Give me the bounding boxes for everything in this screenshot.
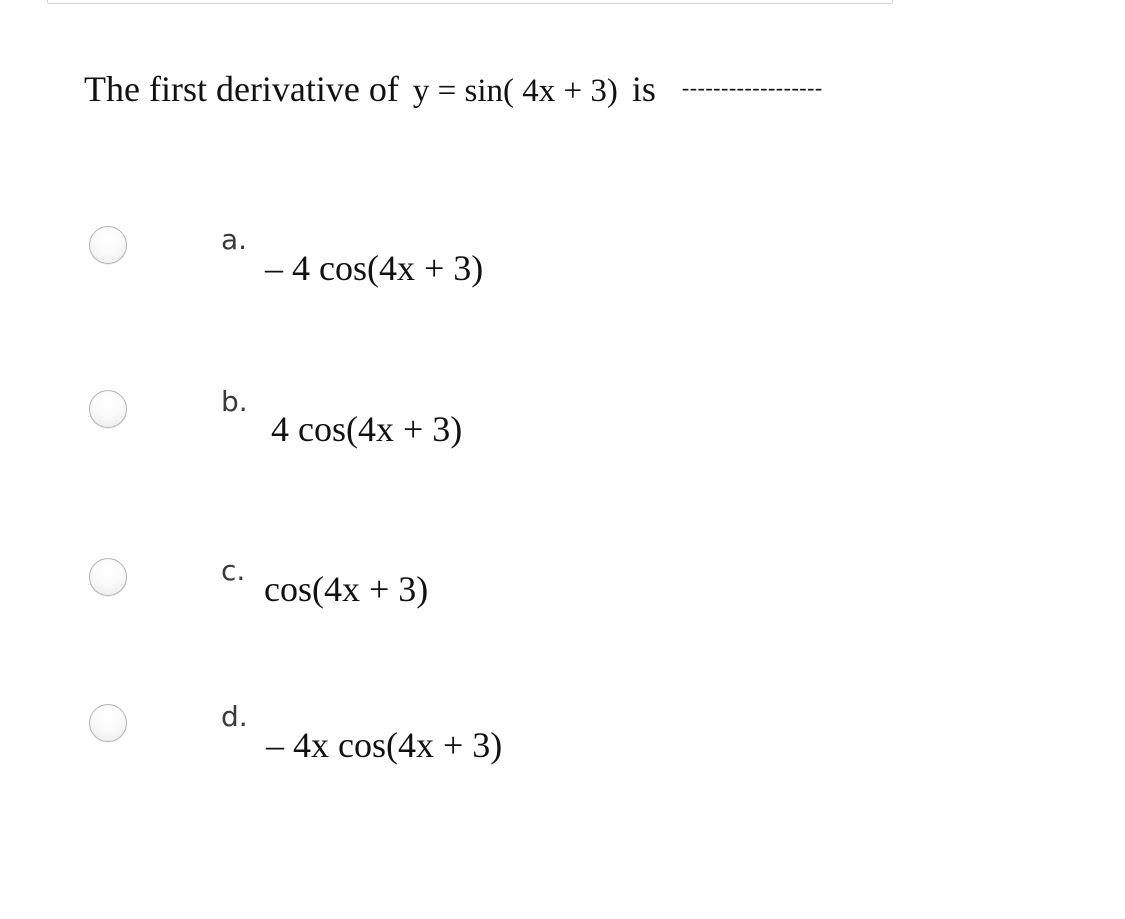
question-blank: ------------------ <box>681 75 823 100</box>
option-letter-c: c. <box>221 554 246 587</box>
option-c[interactable] <box>0 552 1125 622</box>
question-prefix: The first derivative of <box>84 69 399 109</box>
top-answer-box <box>47 0 893 4</box>
option-text-a: – 4 cos(4x + 3) <box>265 248 484 288</box>
question-formula: y = sin( 4x + 3) <box>412 73 618 109</box>
radio-button-a[interactable] <box>89 226 127 264</box>
option-letter-d: d. <box>221 700 248 733</box>
option-text-c: cos(4x + 3) <box>264 569 429 609</box>
radio-button-d[interactable] <box>89 704 127 742</box>
option-text-b: 4 cos(4x + 3) <box>271 409 463 449</box>
option-a[interactable] <box>0 218 1125 288</box>
option-b[interactable] <box>0 382 1125 452</box>
radio-button-b[interactable] <box>89 390 127 428</box>
option-text-d: – 4x cos(4x + 3) <box>266 725 503 765</box>
question-suffix: is <box>631 69 656 109</box>
option-letter-a: a. <box>221 223 248 256</box>
option-d[interactable] <box>0 700 1125 770</box>
option-letter-b: b. <box>221 385 248 418</box>
question-text <box>84 64 1084 114</box>
radio-button-c[interactable] <box>89 558 127 596</box>
